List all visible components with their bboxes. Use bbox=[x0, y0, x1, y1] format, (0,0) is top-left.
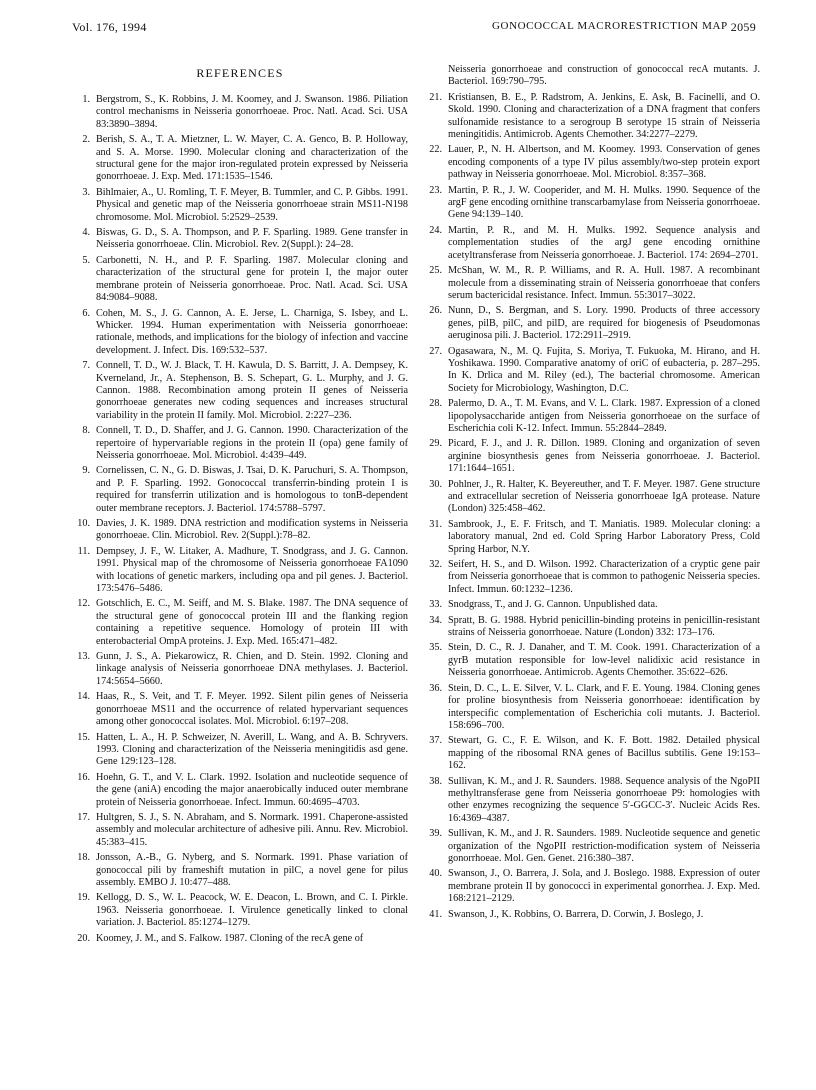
reference-text: Martin, P. R., and M. H. Mulks. 1992. Sequence analysis and complementation studies of the argJ gene encoding ornithine acetyltransferase from Neisseria gonorrhoeae. J. Bacteriol. 174: 2694–2701. bbox=[448, 224, 760, 261]
reference-item bbox=[424, 185, 760, 222]
reference-text: Berish, S. A., T. A. Mietzner, L. W. Mayer, C. A. Genco, B. P. Holloway, and S. A. Morse. 1990. Molecular cloning and characterization of the structural gene for the major iron-regulated protein expressed by Neisseria gonorrhoeae. J. Exp. Med. 171:1535–1546. bbox=[96, 134, 408, 183]
reference-text: Stewart, G. C., F. E. Wilson, and K. F. Bott. 1982. Detailed physical mapping of the ribosomal RNA genes of Bacillus subtilis. Gene 19:153–162. bbox=[448, 735, 760, 772]
reference-number: 10. bbox=[77, 518, 90, 529]
reference-text: Snodgrass, T., and J. G. Cannon. Unpublished data. bbox=[448, 599, 658, 611]
reference-text: Carbonetti, N. H., and P. F. Sparling. 1987. Molecular cloning and characterization of the structural gene for protein I, the major outer membrane protein of Neisseria gonorrhoeae. Proc. Natl. Acad. Sci. USA 84:9084–9088. bbox=[96, 254, 408, 304]
reference-item bbox=[72, 465, 408, 515]
reference-item bbox=[424, 735, 760, 772]
reference-item bbox=[424, 265, 760, 302]
reference-text: Sambrook, J., E. F. Fritsch, and T. Maniatis. 1989. Molecular cloning: a laboratory manual, 2nd ed. Cold Spring Harbor Laboratory Press, Cold Spring Harbor, N.Y. bbox=[448, 518, 760, 555]
reference-item bbox=[72, 732, 408, 769]
reference-item bbox=[424, 615, 760, 640]
reference-text: Jonsson, A.-B., G. Nyberg, and S. Normark. 1991. Phase variation of gonococcal pili by frameshift mutation in pilC, a novel gene for pilus assembly. EMBO J. 10:477–488. bbox=[96, 852, 408, 888]
reference-number: 41. bbox=[429, 908, 442, 920]
reference-item bbox=[72, 518, 408, 543]
reference-number: 17. bbox=[77, 811, 90, 823]
reference-number: 5. bbox=[82, 254, 90, 266]
reference-continuation: Neisseria gonorrhoeae and construction of gonococcal recA mutants. J. Bacteriol. 169:790–795. bbox=[448, 64, 760, 88]
reference-number: 31. bbox=[429, 518, 442, 530]
reference-number: 2. bbox=[82, 134, 90, 146]
reference-number: 30. bbox=[429, 478, 442, 490]
reference-number: 15. bbox=[77, 731, 90, 743]
reference-number: 16. bbox=[77, 771, 90, 783]
reference-number: 12. bbox=[77, 598, 90, 610]
reference-text: Seifert, H. S., and D. Wilson. 1992. Characterization of a cryptic gene pair from Neisseria gonorrhoeae that is common to pathogenic Neisseria species. Infect. Immun. 60:1232–1236. bbox=[448, 559, 760, 595]
volume-label: Vol. 176, 1994 bbox=[72, 20, 147, 34]
reference-number: 29. bbox=[429, 438, 442, 450]
reference-number: 38. bbox=[429, 775, 442, 787]
reference-number: 24. bbox=[429, 224, 442, 236]
reference-text: Hatten, L. A., H. P. Schweizer, N. Averill, L. Wang, and A. B. Schryvers. 1993. Cloning and characterization of the Neisseria meningitidis asd gene. Gene 129:123–128. bbox=[96, 731, 408, 768]
reference-item bbox=[72, 933, 408, 945]
reference-number: 11. bbox=[77, 545, 90, 557]
right-column bbox=[424, 64, 760, 948]
reference-item bbox=[424, 438, 760, 475]
reference-item bbox=[72, 308, 408, 358]
reference-number: 6. bbox=[82, 307, 90, 319]
reference-item bbox=[424, 683, 760, 733]
reference-number: 35. bbox=[429, 642, 442, 654]
reference-text: Sullivan, K. M., and J. R. Saunders. 1988. Sequence analysis of the NgoPII methyltransferase gene from Neisseria gonorrhoeae P9: homologies with other enzymes recognizing the sequence 5′-GGCC-3′. Nucleic Acids Res. 16:4369–4387. bbox=[448, 775, 760, 824]
reference-number: 34. bbox=[429, 614, 442, 626]
reference-text: Swanson, J., K. Robbins, O. Barrera, D. Corwin, J. Boslego, J. bbox=[448, 908, 704, 920]
reference-number: 4. bbox=[82, 227, 90, 239]
reference-number: 9. bbox=[82, 465, 90, 477]
reference-text: McShan, W. M., R. P. Williams, and R. A. Hull. 1987. A recombinant molecule from a disseminating strain of Neisseria gonorrhoeae that confers serum bactericidal resistance. Infect. Immun. 55:3017–3022. bbox=[448, 265, 760, 301]
page-number: 2059 bbox=[730, 20, 756, 34]
reference-text: Ogasawara, N., M. Q. Fujita, S. Moriya, T. Fukuoka, M. Hirano, and H. Yoshikawa. 1990. Comparative anatomy of oriC of eubacteria, p. 287–295. In K. Drlica and M. Riley (ed.), The bacterial chromosome. American Society for Microbiology, Washington, D.C. bbox=[448, 345, 760, 394]
reference-number: 14. bbox=[77, 691, 90, 703]
reference-number: 8. bbox=[82, 425, 90, 437]
reference-number: 25. bbox=[429, 265, 442, 277]
reference-number: 37. bbox=[429, 735, 442, 747]
reference-text: Stein, D. C., R. J. Danaher, and T. M. Cook. 1991. Characterization of a gyrB mutation responsible for low-level nalidixic acid resistance in Neisseria gonorrhoeae. Antimicrob. Agents Chemother. 35:622–626. bbox=[448, 642, 760, 679]
reference-text: Picard, F. J., and J. R. Dillon. 1989. Cloning and organization of seven arginine biosynthesis genes from Neisseria gonorrhoeae. J. Bacteriol. 171:1644–1651. bbox=[448, 438, 760, 475]
reference-text: Nunn, D., S. Bergman, and S. Lory. 1990. Products of three accessory genes, pilB, pilC, and pilD, are required for biogenesis of Pseudomonas aeruginosa pili. J. Bacteriol. 172:2911–2919. bbox=[448, 305, 760, 342]
reference-text: Biswas, G. D., S. A. Thompson, and P. F. Sparling. 1989. Gene transfer in Neisseria gonorrhoeae. Clin. Microbiol. Rev. 2(Suppl.): 24–28. bbox=[96, 227, 408, 251]
reference-item bbox=[72, 187, 408, 224]
reference-text: Hoehn, G. T., and V. L. Clark. 1992. Isolation and nucleotide sequence of the gene (aniA) encoding the major anaerobically induced outer membrane protein of Neisseria gonorrhoeae. Infect. Immun. 60:4695–4703. bbox=[96, 771, 408, 808]
reference-number: 3. bbox=[82, 186, 90, 198]
reference-item bbox=[72, 134, 408, 184]
reference-number: 28. bbox=[429, 398, 442, 410]
reference-text: Gotschlich, E. C., M. Seiff, and M. S. Blake. 1987. The DNA sequence of the structural gene of gonococcal protein III and the flanking region containing a repetitive sequence. Homology of protein III with enterobacterial OmpA proteins. J. Exp. Med. 165:471–482. bbox=[96, 598, 408, 647]
reference-item bbox=[424, 346, 760, 396]
reference-text: Kellogg, D. S., W. L. Peacock, W. E. Deacon, L. Brown, and C. I. Pirkle. 1963. Neisseria gonorrhoeae. I. Virulence genetically linked to clonal variation. J. Bacteriol. 85:1274–1279. bbox=[96, 892, 408, 929]
reference-item bbox=[72, 94, 408, 131]
reference-number: 7. bbox=[82, 360, 90, 372]
reference-text: Pohlner, J., R. Halter, K. Beyereuther, and T. F. Meyer. 1987. Gene structure and extracellular secretion of Neisseria gonorrhoeae IgA protease. Nature (London) 325:458–462. bbox=[448, 478, 760, 515]
reference-text: Hultgren, S. J., S. N. Abraham, and S. Normark. 1991. Chaperone-assisted assembly and molecular architecture of adhesive pili. Annu. Rev. Microbiol. 45:383–415. bbox=[96, 811, 408, 848]
reference-text: Gunn, J. S., A. Piekarowicz, R. Chien, and D. Stein. 1992. Cloning and linkage analysis of Neisseria gonorrhoeae DNA methylases. J. Bacteriol. 174:5654–5660. bbox=[96, 651, 408, 687]
reference-number: 27. bbox=[429, 345, 442, 357]
reference-item bbox=[424, 909, 760, 921]
reference-text: Sullivan, K. M., and J. R. Saunders. 1989. Nucleotide sequence and genetic organization of the NgoPII restriction-modification system of Neisseria gonorrhoeae. Mol. Gen. Genet. 216:380–387. bbox=[448, 828, 760, 864]
reference-text: Koomey, J. M., and S. Falkow. 1987. Cloning of the recA gene of bbox=[96, 932, 364, 944]
reference-item bbox=[72, 227, 408, 252]
reference-item bbox=[72, 651, 408, 688]
reference-item bbox=[72, 852, 408, 889]
reference-item bbox=[72, 360, 408, 422]
reference-item bbox=[424, 559, 760, 596]
reference-number: 40. bbox=[429, 868, 442, 880]
reference-text: Connell, T. D., D. Shaffer, and J. G. Cannon. 1990. Characterization of the repertoire of hypervariable regions in the protein II (opa) gene family of Neisseria gonorrhoeae. Mol. Microbiol. 4:439–449. bbox=[96, 425, 408, 461]
reference-item bbox=[424, 868, 760, 905]
reference-text: Cohen, M. S., J. G. Cannon, A. E. Jerse, L. Charniga, S. Isbey, and L. Whicker. 1994. Human experimentation with Neisseria gonorrhoeae: rationale, methods, and implications for the biology of infection and vaccine development. J. Infect. Dis. 169:532–537. bbox=[96, 307, 408, 356]
reference-number: 13. bbox=[77, 651, 90, 663]
reference-text: Lauer, P., N. H. Albertson, and M. Koomey. 1993. Conservation of genes encoding components of a type IV pilus assembly/two-step protein export pathway in Neisseria gonorrhoeae. Mol. Microbiol. 8:357–368. bbox=[448, 144, 760, 181]
reference-text: Bergstrom, S., K. Robbins, J. M. Koomey, and J. Swanson. 1986. Piliation control mechanisms in Neisseria gonorrhoeae. Proc. Natl. Acad. Sci. USA 83:3890–3894. bbox=[96, 94, 408, 130]
reference-item bbox=[424, 225, 760, 262]
reference-item bbox=[424, 92, 760, 142]
reference-item bbox=[424, 305, 760, 342]
reference-item bbox=[72, 546, 408, 596]
left-column bbox=[72, 82, 408, 948]
reference-item bbox=[72, 691, 408, 728]
reference-text: Spratt, B. G. 1988. Hybrid penicillin-binding proteins in penicillin-resistant strains of Neisseria gonorrhoeae. Nature (London) 332: 173–176. bbox=[448, 614, 760, 639]
reference-item bbox=[424, 828, 760, 865]
page-header bbox=[72, 20, 756, 42]
reference-item bbox=[424, 144, 760, 181]
reference-number: 1. bbox=[82, 94, 90, 105]
reference-number: 36. bbox=[429, 682, 442, 694]
reference-text: Martin, P. R., J. W. Cooperider, and M. H. Mulks. 1990. Sequence of the argF gene encoding ornithine transcarbamylase from Neisseria gonorrhoeae. Gene 94:139–140. bbox=[448, 184, 760, 221]
reference-text: Haas, R., S. Veit, and T. F. Meyer. 1992. Silent pilin genes of Neisseria gonorrhoeae MS11 and the occurrence of related hypervariant sequences among other gonococcal isolates. Mol. Microbiol. 6:197–208. bbox=[96, 691, 408, 728]
reference-number: 20. bbox=[77, 932, 90, 944]
reference-item bbox=[424, 599, 760, 611]
reference-text: Kristiansen, B. E., P. Radstrom, A. Jenkins, E. Ask, B. Facinelli, and O. Skold. 1990. Cloning and characterization of a DNA fragment that confers sulfonamide resistance to a serogroup B serotype 15 strain of Neisseria meningitidis. Antimicrob. Agents Chemother. 34:2277–2279. bbox=[448, 91, 760, 141]
reference-number: 22. bbox=[429, 144, 442, 156]
reference-item bbox=[424, 642, 760, 679]
reference-item bbox=[72, 255, 408, 305]
reference-number: 21. bbox=[429, 91, 442, 103]
references-heading: REFERENCES bbox=[196, 66, 284, 80]
reference-number: 19. bbox=[77, 892, 90, 904]
reference-number: 18. bbox=[77, 852, 90, 864]
reference-number: 39. bbox=[429, 828, 442, 840]
reference-text: Connell, T. D., W. J. Black, T. H. Kawula, D. S. Barritt, J. A. Dempsey, K. Kverneland, Jr., A. Stephenson, B. S. Schepart, G. L. Murphy, and J. G. Cannon. 1988. Recombination among protein II genes of Neisseria gonorrhoeae generates new coding sequences and increases structural variability in the protein II family. Mol. Microbiol. 2:227–236. bbox=[96, 360, 408, 421]
reference-item bbox=[72, 892, 408, 929]
reference-item bbox=[424, 398, 760, 435]
reference-item bbox=[424, 776, 760, 826]
reference-text: Bihlmaier, A., U. Romling, T. F. Meyer, B. Tummler, and C. P. Gibbs. 1991. Physical and genetic map of the Neisseria gonorrhoeae strain MS11-N198 chromosome. Mol. Microbiol. 5:2529–2539. bbox=[96, 186, 408, 223]
reference-item bbox=[72, 772, 408, 809]
reference-text: Palermo, D. A., T. M. Evans, and V. L. Clark. 1987. Expression of a cloned lipopolysaccharide antigen from Neisseria gonorrhoeae on the surface of Escherichia coli K-12. Infect. Immun. 55:2844–2849. bbox=[448, 398, 760, 434]
reference-number: 32. bbox=[429, 559, 442, 571]
reference-number: 23. bbox=[429, 184, 442, 196]
reference-text: Swanson, J., O. Barrera, J. Sola, and J. Boslego. 1988. Expression of outer membrane protein II by gonococci in experimental gonorrhea. J. Exp. Med. 168:2121–2129. bbox=[448, 868, 760, 905]
reference-item bbox=[72, 598, 408, 648]
reference-item bbox=[72, 812, 408, 849]
reference-number: 33. bbox=[429, 599, 442, 611]
running-title: GONOCOCCAL MACRORESTRICTION MAP bbox=[492, 20, 728, 32]
reference-text: Stein, D. C., L. E. Silver, V. L. Clark, and F. E. Young. 1984. Cloning genes for proline biosynthesis from Neisseria gonorrhoeae: identification by interspecific complementation of Escherichia coli mutants. J. Bacteriol. 158:696–700. bbox=[448, 682, 760, 731]
reference-item bbox=[424, 479, 760, 516]
reference-text: Cornelissen, C. N., G. D. Biswas, J. Tsai, D. K. Paruchuri, S. A. Thompson, and P. F. Sparling. 1992. Gonococcal transferrin-binding protein I is required for transferrin utilization and is homologous to tonB-dependent outer membrane receptors. J. Bacteriol. 174:5788–5797. bbox=[96, 465, 408, 514]
reference-number: 26. bbox=[429, 305, 442, 317]
reference-text: Davies, J. K. 1989. DNA restriction and modification systems in Neisseria gonorrhoeae. Clin. Microbiol. Rev. 2(Suppl.):78–82. bbox=[96, 518, 408, 542]
reference-text: Dempsey, J. F., W. Litaker, A. Madhure, T. Snodgrass, and J. G. Cannon. 1991. Physical map of the chromosome of Neisseria gonorrhoeae FA1090 with locations of genetic markers, including opa and pil genes. J. Bacteriol. 173:5476–5486. bbox=[96, 545, 408, 595]
reference-item bbox=[72, 425, 408, 462]
reference-item bbox=[424, 519, 760, 556]
